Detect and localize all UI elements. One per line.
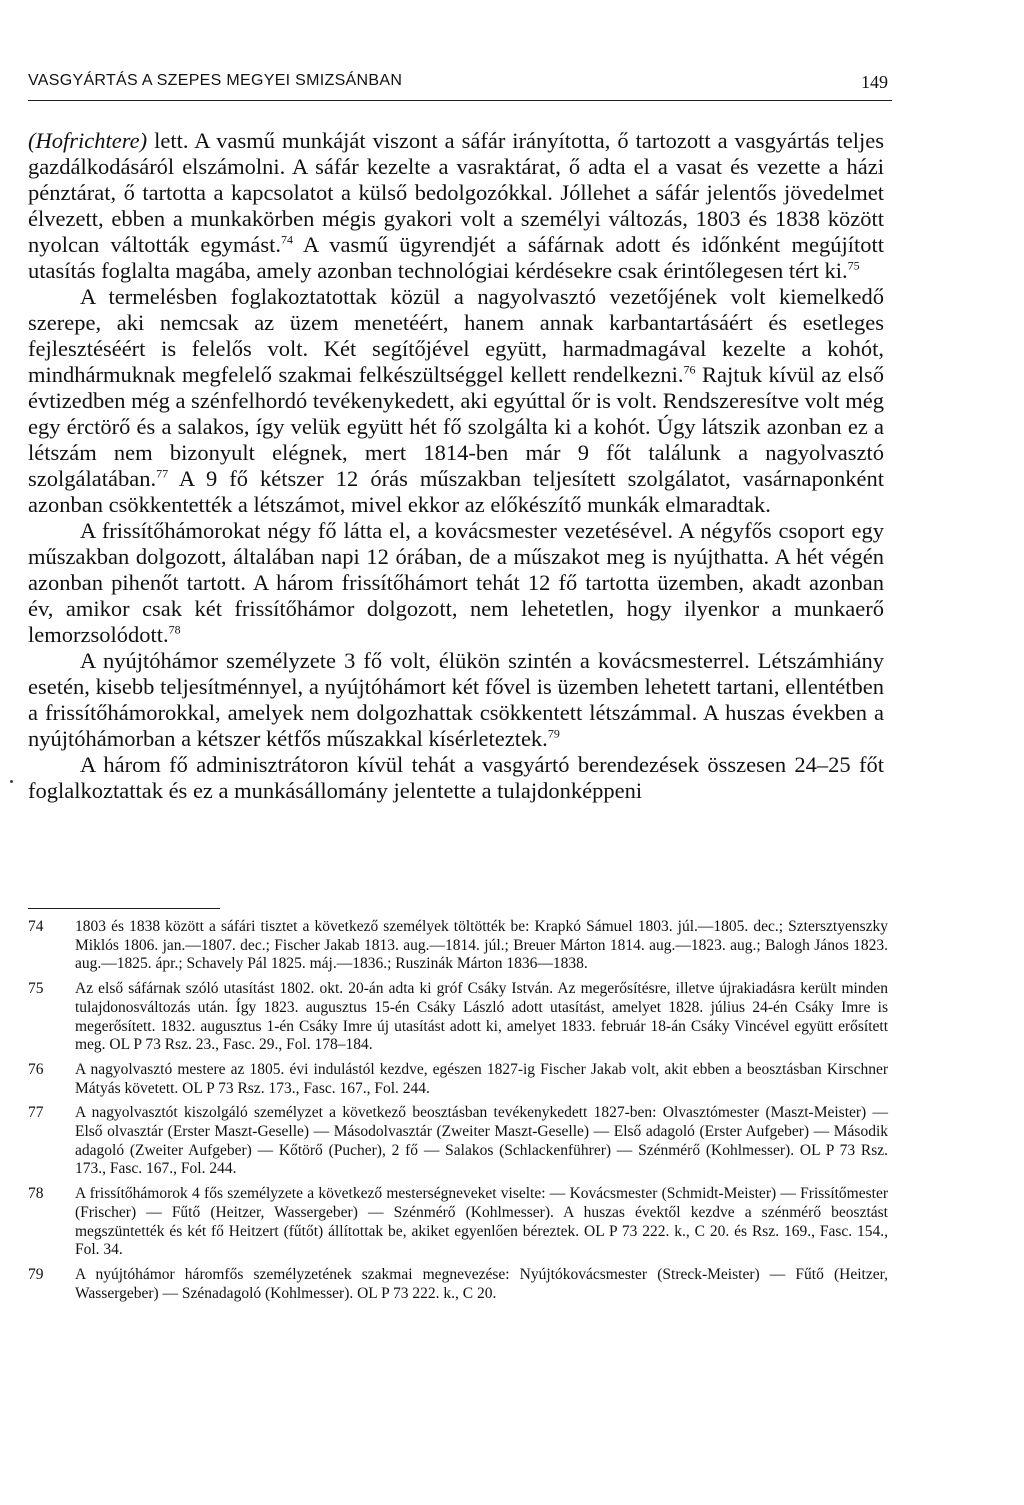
footnote-ref: 78 xyxy=(168,622,181,637)
paragraph-3: A frissítőhámorokat négy fő látta el, a kovácsmester vezetésével. A négyfős csoport egy műszakban dolgozott, általában napi 12 órában, de a műszakot meg is nyújthatta. A hét végén azonban pihenőt tartott. A három frissítőhámort tehát 12 fő tartotta üzemben, akadt azonban év, amikor csak két frissítőhámor dolgozott, nem lehetetlen, hogy ilyenkor a munkaerő lemorzsolódott.$^{78}$ xyxy=(28,518,884,647)
italic-term: (Hofrichtere) xyxy=(28,128,148,153)
paragraph-2: A termelésben foglakoztatottak közül a nagyolvasztó vezetőjének volt kiemelkedő szerepe, aki nemcsak az üzem menetéért, hanem annak karbantartásáért és esetleges fejlesztéséért is felelős volt. Két segítőjével együtt, harmadmagával kezelte a kohót, mindhármuknak megfelelő szakmai felkészültséggel kellett rendelkezni.$^{76}$ Rajtuk kívül az első évtizedben még a szénfelhordó tevékenykedett, aki egyúttal őr is volt. Rendszeresítve volt még egy érctörő és a salakos, így velük együtt hét fő szolgálta ki a kohót. Úgy látszik azonban ez a létszám nem bizonyult elégnek, mert 1814-ben már 9 főt találunk a nagyolvasztó szolgálatában.$^{77}$ A 9 fő kétszer 12 órás műszakban teljesített szolgálatot, vasárnaponként azonban csökkentették a létszámot, mivel ekkor az előkészítő munkák elmaradtak. xyxy=(28,284,884,517)
footnote-ref: 77 xyxy=(156,466,169,481)
footnote-number: 79 xyxy=(28,1265,44,1283)
footnote-text: A nagyolvasztót kiszolgáló személyzet a következő beosztásban tevékenykedett 1827-ben: Olvasztómester (Maszt-Meister) — Első olvasztár (Erster Maszt-Geselle) — Másodolvasztár (Zweiter Maszt-Geselle) — Első adagoló (Erster Aufgeber) — Második adagoló (Zweiter Aufgeber) — Kőtörő (Pucher), 2 fő — Salakos (Schlackenführer) — Szénmérő (Kohlmesser). OL P 73 Rsz. 173., Fasc. 167., Fol. 244. xyxy=(75,1104,888,1178)
footnote-ref: 79 xyxy=(547,726,560,741)
footnote-77 xyxy=(28,1104,888,1179)
paragraph-1: (Hofrichtere) lett. A vasmű munkáját viszont a sáfár irányította, ő tartozott a vasgyártás teljes gazdálkodásáról elszámolni. A sáfár kezelte a vasraktárat, ő adta el a vasat és vezette a házi pénztárat, ő tartotta a kapcsolatot a külső bedolgozókkal. Jóllehet a sáfár jelentős jövedelmet élvezett, ebben a munkakörben mégis gyakori volt a személyi változás, 1803 és 1838 között nyolcan váltották egymást.$^{74}$ A vasmű ügyrendjét a sáfárnak adott és időnként megújított utasítás foglalta magába, amely azonban technológiai kérdésekre csak érintőlegesen tért ki.$^{75}$ xyxy=(28,128,884,283)
footnote-74 xyxy=(28,918,888,974)
footnotes xyxy=(28,918,888,1309)
running-head: VASGYÁRTÁS A SZEPES MEGYEI SMIZSÁNBAN xyxy=(28,72,403,89)
footnote-text: Az első sáfárnak szóló utasítást 1802. okt. 20-án adta ki gróf Csáky István. Az megerősítésre, illetve újrakiadásra került minden tulajdonosváltozás után. Így 1823. augusztus 15-én Csáky László adott utasítást, amelyet 1828. július 24-én Csáky Imre is megerősített. 1832. augusztus 1-én Csáky Imre új utasítást adott ki, amelyet 1833. február 18-án Csáky Vincével együtt erősített meg. OL P 73 Rsz. 23., Fasc. 29., Fol. 178–184. xyxy=(75,980,888,1054)
footnote-text: A nyújtóhámor háromfős személyzetének szakmai megnevezése: Nyújtókovácsmester (Streck-Meister) — Fűtő (Heitzer, Wassergeber) — Szénadagoló (Kohlmesser). OL P 73 222. k., C 20. xyxy=(75,1265,888,1302)
footnote-79 xyxy=(28,1266,888,1303)
footnote-number: 75 xyxy=(28,980,44,998)
footnote-ref: 76 xyxy=(683,362,696,377)
footnote-text: A frissítőhámorok 4 fős személyzete a következő mesterségneveket viselte: — Kovácsmester (Schmidt-Meister) — Frissítőmester (Frischer) — Fűtő (Heitzer, Wassergeber) — Szénmérő (Kohlmesser). A huszas évektől kezdve a szénmérő beosztást megszüntették és két fő Heitzert (fűtőt) állítottak be, akiket egyenlően béreztek. OL P 73 222. k., C 20. és Rsz. 169., Fasc. 154., Fol. 34. xyxy=(75,1185,888,1259)
footnote-number: 74 xyxy=(28,918,44,935)
footnote-76 xyxy=(28,1061,888,1098)
paragraph-5: A három fő adminisztrátoron kívül tehát a vasgyártó berendezések összesen 24–25 főt foglalkoztattak és ez a munkásállomány jelentette a tulajdonképpeni xyxy=(28,752,884,803)
footnote-number: 77 xyxy=(28,1104,44,1122)
page-number: 149 xyxy=(861,72,888,92)
scan-speck xyxy=(10,780,13,783)
footnote-75 xyxy=(28,980,888,1055)
main-text xyxy=(28,128,884,804)
footnote-number: 76 xyxy=(28,1060,44,1078)
footnote-ref: 74 xyxy=(281,232,294,247)
paragraph-4: A nyújtóhámor személyzete 3 fő volt, élükön szintén a kovácsmesterrel. Létszámhiány esetén, kisebb teljesítménnyel, a nyújtóhámort két fővel is üzemben lehetett tartani, ellentétben a frissítőhámorokkal, amelyek nem dolgozhattak csökkentett létszámmal. A huszas években a nyújtóhámorban a kétszer kétfős műszakkal kísérleteztek.$^{79}$ xyxy=(28,648,884,751)
footnote-divider xyxy=(28,908,220,909)
footnote-ref: 75 xyxy=(847,258,860,273)
footnote-text: A nagyolvasztó mestere az 1805. évi indulástól kezdve, egészen 1827-ig Fischer Jakab volt, akit ebben a beosztásban Kirschner Mátyás követett. OL P 73 Rsz. 173., Fasc. 167., Fol. 244. xyxy=(75,1060,888,1097)
footnote-78 xyxy=(28,1185,888,1260)
page-header xyxy=(28,70,892,101)
footnote-number: 78 xyxy=(28,1185,44,1203)
footnote-text: 1803 és 1838 között a sáfári tisztet a következő személyek töltötték be: Krapkó Sámuel 1803. júl.—1805. dec.; Sztersztyenszky Miklós 1806. jan.—1807. dec.; Fischer Jakab 1813. aug.—1814. júl.; Breuer Márton 1814. aug.—1823. aug.; Balogh János 1823. aug.—1825. ápr.; Schavely Pál 1825. máj.—1836.; Ruszinák Márton 1836—1838. xyxy=(75,918,888,973)
